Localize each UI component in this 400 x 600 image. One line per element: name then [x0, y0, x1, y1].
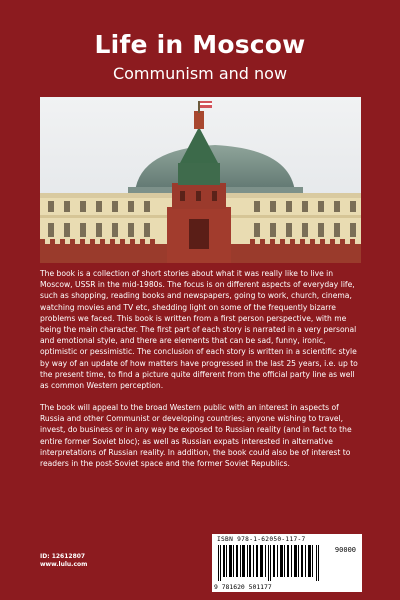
price-code: 90000	[334, 546, 356, 554]
description-paragraph-2: The book will appeal to the broad Western public with an interest in aspects of Russia and other Communist or developing countries; anyone wishing to travel, invest, do business or in any way be exposed to Russian reality (and in fact to the entire former Soviet bloc); as well as Russian expats interested in alternative interpretations of Russian reality. In addition, the book could also be of interest to readers in the post-Soviet space and the former Soviet Republics.	[40, 403, 352, 469]
isbn-barcode	[212, 534, 362, 592]
barcode-digits: 9 781620 501177	[214, 583, 272, 591]
book-title: Life in Moscow	[94, 30, 306, 59]
publisher-id: ID: 12612807	[40, 553, 86, 560]
description-paragraph-1: The book is a collection of short stories about what it was really like to live in Moscow, USSR in the mid-1980s. The focus is on different aspects of everyday life, such as shopping, reading books and newspapers, going to work, church, cinema, watching movies and TV etc, shedding light on some of the frequently bizarre problems we faced. This book is written from a first person perspective, with me being the main character. The first part of each story is narrated in a very personal and emotional style, and there are elements that can be sad, funny, ironic, optimistic or pessimistic. The conclusion of each story is written in a scientific style by way of an update of how matters have progressed in the last 25 years, i.e. up to the present time, to find a picture quite different from the official party line as well as common Western perception.	[40, 269, 358, 391]
isbn-label: ISBN 978-1-62050-117-7	[217, 536, 306, 543]
publisher-url: www.lulu.com	[40, 561, 88, 568]
kremlin-photo	[40, 97, 361, 263]
book-subtitle: Communism and now	[112, 64, 288, 83]
publisher-info	[40, 553, 87, 569]
barcode-bars-icon	[218, 545, 323, 581]
